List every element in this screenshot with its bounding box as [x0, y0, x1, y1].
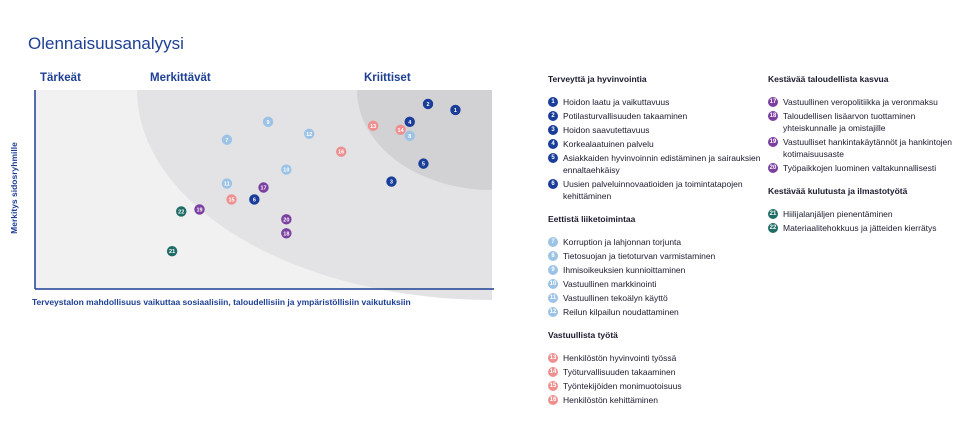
legend-badge-4: 4 [548, 139, 558, 149]
legend-badge-14: 14 [549, 369, 557, 375]
point-9 [263, 117, 273, 127]
legend-text-3: Hoidon saavutettavuus [563, 125, 650, 135]
point-label-20: 20 [283, 217, 290, 224]
legend-group [548, 330, 763, 406]
legend-badge-15: 15 [549, 383, 557, 389]
legend-badge-9: 9 [548, 265, 558, 275]
legend-item-10 [548, 279, 763, 290]
point-16 [336, 146, 346, 156]
legend-badge-7: 7 [548, 237, 558, 247]
legend-text-6: Uusien palveluinnovaatioiden ja toimintatapojen kehittäminen [563, 179, 743, 201]
point-10 [281, 164, 291, 174]
legend-text-14: Työturvallisuuden takaaminen [563, 367, 676, 377]
legend-text-7: Korruption ja lahjonnan torjunta [563, 237, 682, 247]
legend-text-9: Ihmisoikeuksien kunnioittaminen [563, 265, 686, 275]
legend-badge-21: 21 [769, 211, 777, 217]
legend-badge-13: 13 [549, 355, 557, 361]
point-17 [258, 182, 268, 192]
legend-text-11: Vastuullinen tekoälyn käyttö [563, 293, 668, 303]
point-label-13: 13 [370, 123, 377, 130]
legend-item-18 [768, 111, 958, 134]
legend-list [768, 209, 958, 234]
point-label-4: 4 [408, 119, 412, 126]
legend-item-7 [548, 237, 763, 248]
point-5 [418, 158, 428, 168]
legend-list [548, 97, 763, 202]
point-1 [450, 105, 460, 115]
legend-item-14 [548, 367, 763, 378]
tier-label-merkittavat: Merkittävät [150, 72, 211, 84]
legend-group-title: Terveyttä ja hyvinvointia [548, 74, 647, 84]
point-2 [423, 99, 433, 109]
legend-item-15 [548, 381, 763, 392]
legend-list [768, 97, 958, 174]
point-label-15: 15 [228, 197, 235, 204]
legend-badge-3: 3 [548, 125, 558, 135]
point-22 [176, 206, 186, 216]
legend-list [548, 237, 763, 318]
point-label-5: 5 [421, 161, 425, 168]
legend-text-15: Työntekijöiden monimuotoisuus [563, 381, 682, 391]
point-label-11: 11 [224, 181, 230, 188]
legend-badge-6: 6 [548, 179, 558, 189]
legend-badge-8: 8 [548, 251, 558, 261]
legend-text-13: Henkilöstön hyvinvointi työssä [563, 353, 677, 363]
point-14 [395, 125, 405, 135]
point-label-12: 12 [306, 131, 313, 138]
legend-item-6 [548, 179, 763, 202]
legend-item-9 [548, 265, 763, 276]
point-13 [368, 121, 378, 131]
legend-text-21: Hiilijalanjäljen pienentäminen [783, 209, 893, 219]
point-15 [226, 194, 236, 204]
point-label-9: 9 [266, 119, 270, 126]
legend-column-1 [548, 74, 763, 418]
point-20 [281, 214, 291, 224]
legend-text-4: Korkealaatuinen palvelu [563, 139, 654, 149]
legend-badge-1: 1 [548, 97, 558, 107]
point-label-22: 22 [178, 209, 185, 216]
page-title: Olennaisuusanalyysi [28, 34, 184, 53]
legend-badge-10: 10 [549, 281, 557, 287]
point-label-3: 3 [389, 179, 393, 186]
legend-item-3 [548, 125, 763, 136]
x-axis-label: Terveystalon mahdollisuus vaikuttaa sosiaalisiin, taloudellisiin ja ympäristöllisiin vaikutuksiin [32, 297, 411, 307]
legend-text-1: Hoidon laatu ja vaikuttavuus [563, 97, 670, 107]
point-label-6: 6 [252, 197, 256, 204]
legend-group [768, 74, 958, 174]
point-7 [222, 135, 232, 145]
point-label-19: 19 [196, 207, 203, 214]
legend-badge-11: 11 [549, 295, 557, 301]
legend-item-4 [548, 139, 763, 150]
legend-item-13 [548, 353, 763, 364]
legend-group [768, 186, 958, 234]
point-label-17: 17 [260, 185, 267, 192]
legend-group [548, 74, 763, 202]
legend-group [548, 214, 763, 318]
legend-badge-22: 22 [769, 225, 777, 231]
point-12 [304, 129, 314, 139]
legend-item-12 [548, 307, 763, 318]
point-label-2: 2 [426, 101, 430, 108]
legend-badge-5: 5 [548, 153, 558, 163]
legend-item-1 [548, 97, 763, 108]
legend-badge-18: 18 [769, 113, 777, 119]
legend-item-5 [548, 153, 763, 176]
legend-text-12: Reilun kilpailun noudattaminen [563, 307, 679, 317]
point-label-10: 10 [283, 167, 290, 174]
legend-text-17: Vastuullinen veropolitiikka ja veronmaksu [783, 97, 938, 107]
legend-group-title: Eettistä liiketoimintaa [548, 214, 636, 224]
legend-text-20: Työpaikkojen luominen valtakunnallisesti [783, 163, 937, 173]
legend-item-21 [768, 209, 958, 220]
legend-badge-12: 12 [549, 309, 557, 315]
legend-text-22: Materiaalitehokkuus ja jätteiden kierrätys [783, 223, 937, 233]
legend-badge-17: 17 [769, 99, 777, 105]
legend-group-title: Vastuullista työtä [548, 330, 618, 340]
point-label-18: 18 [283, 231, 290, 238]
point-19 [194, 204, 204, 214]
legend-badge-2: 2 [548, 111, 558, 121]
point-8 [405, 131, 415, 141]
point-label-1: 1 [453, 107, 457, 114]
point-label-16: 16 [338, 149, 345, 156]
legend-list [548, 353, 763, 406]
legend-item-19 [768, 137, 958, 160]
legend-group-title: Kestävää taloudellista kasvua [768, 74, 889, 84]
legend-item-11 [548, 293, 763, 304]
y-axis-label: Merkitys sidosryhmille [9, 142, 19, 234]
point-label-14: 14 [397, 127, 404, 134]
legend-badge-16: 16 [549, 397, 557, 403]
point-4 [405, 117, 415, 127]
point-label-7: 7 [225, 137, 229, 144]
legend-group-title: Kestävää kulutusta ja ilmastotyötä [768, 186, 908, 196]
legend-text-2: Potilasturvallisuuden takaaminen [563, 111, 688, 121]
point-label-8: 8 [408, 133, 412, 140]
legend-item-20 [768, 163, 958, 174]
legend-text-8: Tietosuojan ja tietoturvan varmistaminen [563, 251, 716, 261]
legend-text-16: Henkilöstön kehittäminen [563, 395, 658, 405]
legend-badge-20: 20 [769, 165, 777, 171]
point-18 [281, 228, 291, 238]
legend-item-8 [548, 251, 763, 262]
point-11 [222, 178, 232, 188]
legend-item-22 [768, 223, 958, 234]
legend-item-17 [768, 97, 958, 108]
materiality-chart [0, 0, 500, 300]
point-21 [167, 246, 177, 256]
point-label-21: 21 [169, 249, 176, 256]
legend-item-2 [548, 111, 763, 122]
tier-label-tarkeat: Tärkeät [40, 72, 81, 84]
point-6 [249, 194, 259, 204]
tier-label-kriittiset: Kriittiset [364, 72, 411, 84]
point-3 [386, 176, 396, 186]
legend-item-16 [548, 395, 763, 406]
legend-text-19: Vastuulliset hankintakäytännöt ja hankintojen kotimaisuusaste [783, 137, 953, 159]
legend-text-10: Vastuullinen markkinointi [563, 279, 657, 289]
legend-column-2 [768, 74, 958, 246]
legend-text-18: Taloudellisen lisäarvon tuottaminen yhteiskunnalle ja omistajille [783, 111, 916, 133]
legend-text-5: Asiakkaiden hyvinvoinnin edistäminen ja sairauksien ennaltaehkäisy [563, 153, 761, 175]
legend-badge-19: 19 [769, 139, 777, 145]
